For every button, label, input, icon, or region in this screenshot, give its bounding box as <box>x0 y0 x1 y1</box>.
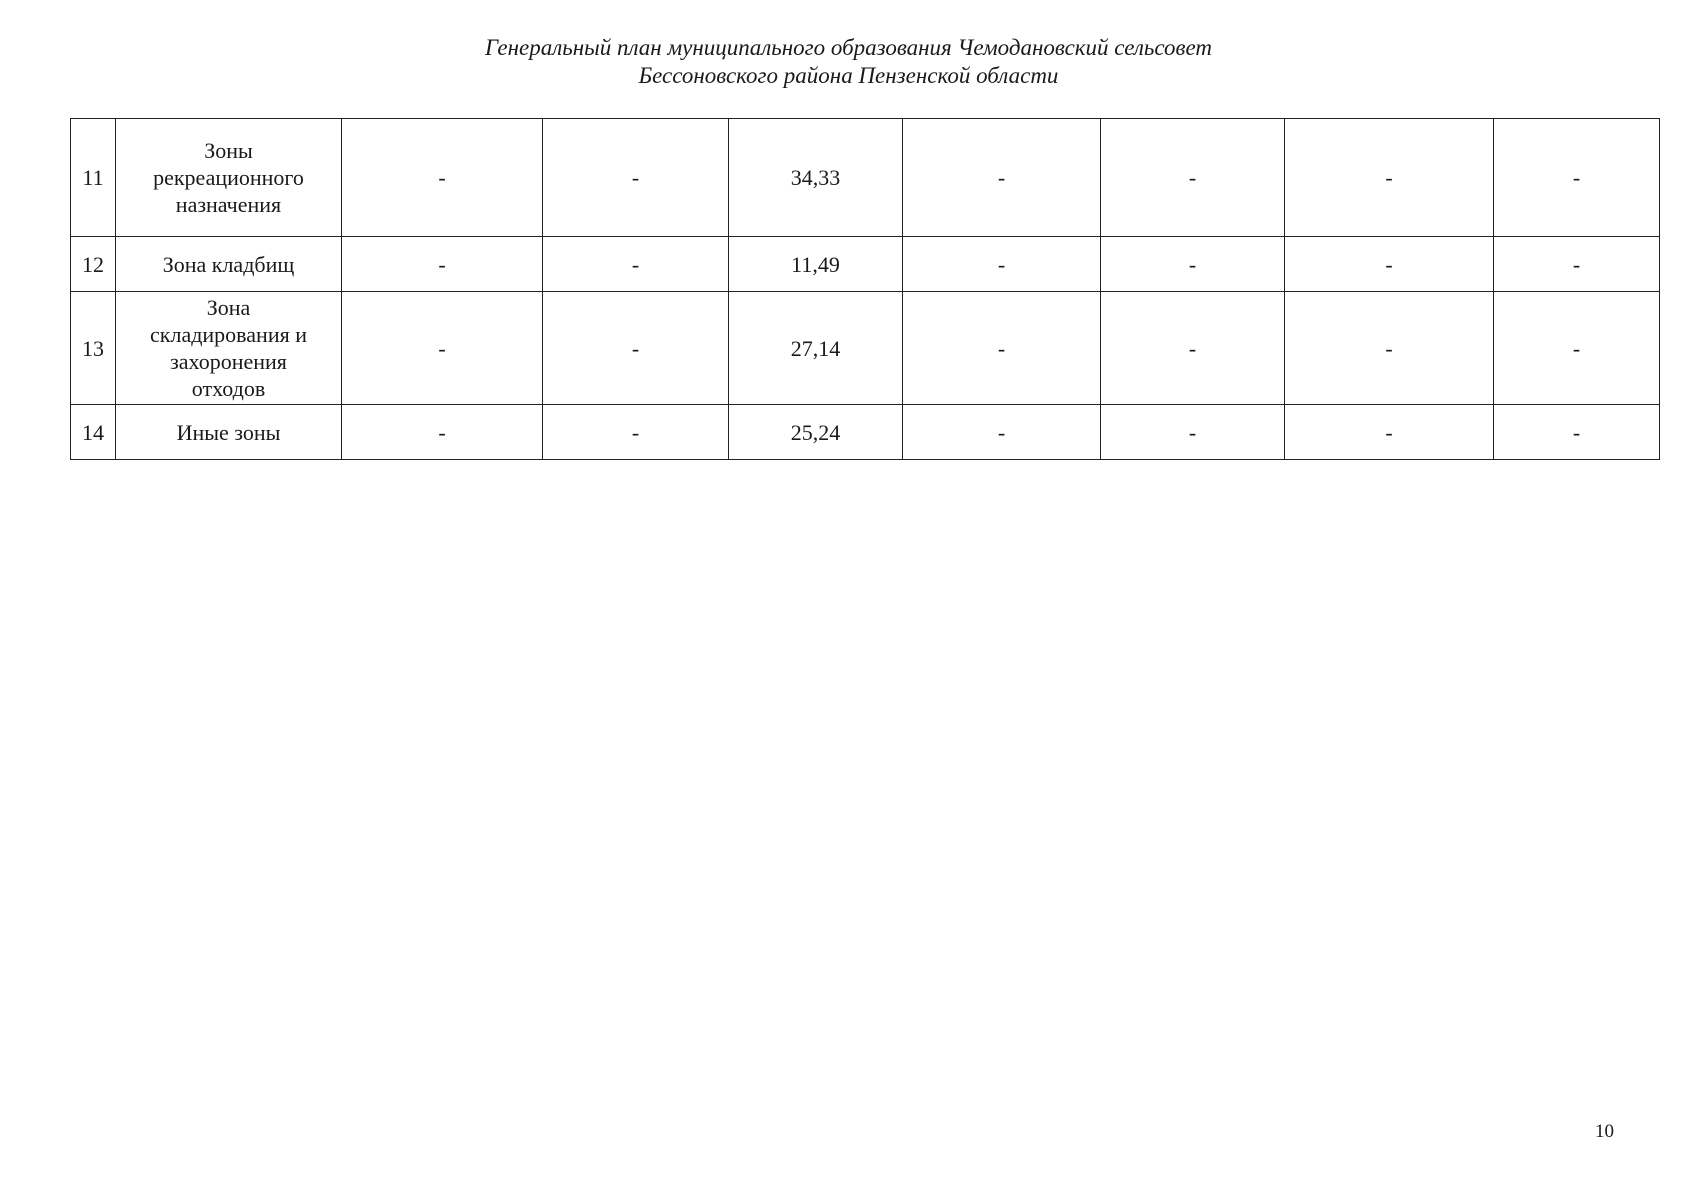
zone-name-line: отходов <box>191 376 266 401</box>
area-value: 27,14 <box>729 292 903 405</box>
table-cell: - <box>903 292 1101 405</box>
zone-name <box>116 292 342 405</box>
zone-name-line: складирования и <box>150 322 307 347</box>
table-row <box>71 119 1660 237</box>
header-line-1: Генеральный план муниципального образования Чемодановский сельсовет <box>485 35 1212 60</box>
table-cell: - <box>543 119 729 237</box>
table-cell: - <box>1101 237 1285 292</box>
area-value: 11,49 <box>729 237 903 292</box>
zone-name-line: назначения <box>175 192 282 217</box>
table-row <box>71 292 1660 405</box>
table-cell: - <box>1494 119 1660 237</box>
table-cell: - <box>903 119 1101 237</box>
table-cell: - <box>342 119 543 237</box>
table-cell: - <box>1101 405 1285 460</box>
row-number: 13 <box>71 292 116 405</box>
table-cell: - <box>1494 292 1660 405</box>
zone-name-line: захоронения <box>170 349 287 374</box>
zone-name-line: рекреационного <box>153 165 304 190</box>
table-cell: - <box>1494 237 1660 292</box>
row-number: 14 <box>71 405 116 460</box>
table-cell: - <box>1285 237 1494 292</box>
row-number: 11 <box>71 119 116 237</box>
table-cell: - <box>543 237 729 292</box>
zone-name-line: Иные зоны <box>176 419 281 445</box>
table-cell: - <box>1101 292 1285 405</box>
zone-name-line: Зоны <box>204 138 253 163</box>
page-header <box>0 34 1697 90</box>
header-line-2: Бессоновского района Пензенской области <box>638 63 1059 88</box>
zone-name-line: Зона кладбищ <box>162 251 295 277</box>
zone-name-line: Зона <box>206 295 251 320</box>
table-row <box>71 237 1660 292</box>
zones-table <box>70 118 1660 460</box>
area-value: 25,24 <box>729 405 903 460</box>
table-cell: - <box>342 237 543 292</box>
table-cell: - <box>543 405 729 460</box>
table-cell: - <box>342 405 543 460</box>
table-cell: - <box>903 237 1101 292</box>
table-cell: - <box>342 292 543 405</box>
table-cell: - <box>1101 119 1285 237</box>
table-cell: - <box>1285 119 1494 237</box>
area-value: 34,33 <box>729 119 903 237</box>
table-cell: - <box>543 292 729 405</box>
zone-name <box>116 405 342 460</box>
table-cell: - <box>1494 405 1660 460</box>
table-row <box>71 405 1660 460</box>
zone-name <box>116 237 342 292</box>
table-cell: - <box>1285 405 1494 460</box>
row-number: 12 <box>71 237 116 292</box>
page-number: 10 <box>1595 1121 1614 1142</box>
table-cell: - <box>1285 292 1494 405</box>
zone-name <box>116 119 342 237</box>
table-cell: - <box>903 405 1101 460</box>
